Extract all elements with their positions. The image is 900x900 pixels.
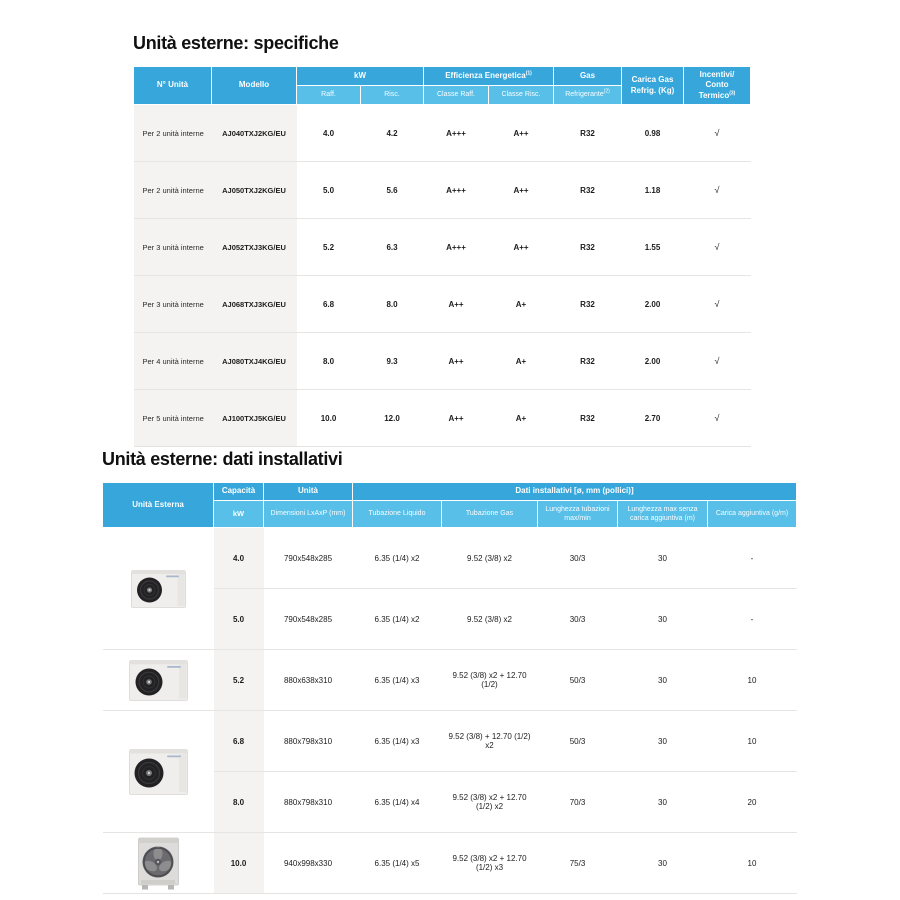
cell-lunghezza-tubazioni: 50/3 [538,650,618,711]
cell-lunghezza-max: 30 [618,711,708,772]
cell-lunghezza-tubazioni: 75/3 [538,833,618,894]
specs-section [133,33,750,447]
cell-n-unita: Per 2 unità interne [134,162,212,219]
outdoor-unit-cell [103,833,214,894]
cell-capacita: 6.8 [214,711,264,772]
cell-n-unita: Per 3 unità interne [134,219,212,276]
specs-table [133,66,751,447]
cell-dimensioni: 940x998x330 [264,833,353,894]
cell-lunghezza-tubazioni: 70/3 [538,772,618,833]
cell-n-unita: Per 3 unità interne [134,276,212,333]
cell-tubazione-gas: 9.52 (3/8) x2 + 12.70 (1/2) x2 [442,772,538,833]
header-dati-installativi-group: Dati installativi [ø, mm (pollici)] [353,483,797,501]
cell-tubazione-liquido: 6.35 (1/4) x2 [353,528,442,589]
header-unita-group: Unità [264,483,353,501]
header-gas-group: Gas [554,67,622,86]
spec-table-row [134,162,751,219]
install-table-body [103,528,797,894]
header-n-unita: N° Unità [134,67,212,105]
cell-tubazione-gas: 9.52 (3/8) x2 + 12.70 (1/2) x3 [442,833,538,894]
cell-tubazione-gas: 9.52 (3/8) x2 + 12.70 (1/2) [442,650,538,711]
outdoor-unit-image [128,657,189,704]
cell-modello: AJ068TXJ3KG/EU [212,276,297,333]
outdoor-unit-cell [103,711,214,833]
cell-tubazione-liquido: 6.35 (1/4) x3 [353,711,442,772]
cell-tubazione-gas: 9.52 (3/8) + 12.70 (1/2) x2 [442,711,538,772]
header-incentivi [684,67,751,105]
cell-tubazione-liquido: 6.35 (1/4) x2 [353,589,442,650]
cell-refrigerante: R32 [554,162,622,219]
outdoor-unit-image-wrap [103,528,214,649]
install-table-row [103,833,797,894]
header-kw: kW [214,501,264,528]
cell-classe-raff: A+++ [424,162,489,219]
install-title: Unità esterne: dati installativi [102,449,343,469]
outdoor-unit-image-wrap [103,711,214,832]
cell-lunghezza-tubazioni: 30/3 [538,589,618,650]
cell-classe-raff: A+++ [424,219,489,276]
header-lunghezza-max: Lunghezza max senza carica aggiuntiva (m) [618,501,708,528]
cell-lunghezza-max: 30 [618,528,708,589]
header-efficienza-group [424,67,554,86]
outdoor-unit-cell [103,650,214,711]
cell-risc-kw: 4.2 [361,105,424,162]
cell-modello: AJ050TXJ2KG/EU [212,162,297,219]
cell-risc-kw: 6.3 [361,219,424,276]
header-raff: Raff. [297,86,361,105]
outdoor-unit-image-wrap [103,833,214,893]
cell-carica-gas: 0.98 [622,105,684,162]
cell-classe-raff: A++ [424,390,489,447]
cell-classe-risc: A+ [489,276,554,333]
cell-classe-risc: A+ [489,333,554,390]
header-tubazione-liquido: Tubazione Liquido [353,501,442,528]
cell-dimensioni: 790x548x285 [264,589,353,650]
header-incentivi-footnote: (3) [729,90,736,97]
header-refrigerante-label: Refrigerante [565,91,604,99]
outdoor-unit-image [128,746,189,798]
install-table [102,482,797,894]
header-carica-gas: Carica Gas Refrig. (Kg) [622,67,684,105]
install-table-row [103,528,797,589]
cell-n-unita: Per 4 unità interne [134,333,212,390]
cell-lunghezza-tubazioni: 30/3 [538,528,618,589]
cell-carica-aggiuntiva: 10 [708,650,797,711]
cell-tubazione-gas: 9.52 (3/8) x2 [442,528,538,589]
cell-classe-risc: A++ [489,219,554,276]
cell-risc-kw: 9.3 [361,333,424,390]
outdoor-unit-cell [103,528,214,650]
header-classe-raff: Classe Raff. [424,86,489,105]
outdoor-unit-image [130,567,187,611]
cell-n-unita: Per 2 unità interne [134,105,212,162]
spec-table-row [134,390,751,447]
spec-table-row [134,219,751,276]
cell-modello: AJ080TXJ4KG/EU [212,333,297,390]
header-incentivi-line1: Incentivi/ [699,69,735,79]
header-risc: Risc. [361,86,424,105]
spec-table-row [134,105,751,162]
header-modello: Modello [212,67,297,105]
cell-dimensioni: 790x548x285 [264,528,353,589]
cell-risc-kw: 5.6 [361,162,424,219]
header-capacita-group: Capacità [214,483,264,501]
cell-carica-aggiuntiva: 20 [708,772,797,833]
header-classe-risc: Classe Risc. [489,86,554,105]
cell-modello: AJ040TXJ2KG/EU [212,105,297,162]
cell-modello: AJ100TXJ5KG/EU [212,390,297,447]
cell-lunghezza-max: 30 [618,650,708,711]
cell-raff-kw: 10.0 [297,390,361,447]
outdoor-unit-image-wrap [103,650,214,710]
cell-modello: AJ052TXJ3KG/EU [212,219,297,276]
header-dimensioni: Dimensioni LxAxP (mm) [264,501,353,528]
specs-title: Unità esterne: specifiche [133,33,339,53]
specs-table-body [134,105,751,447]
install-table-row [103,711,797,772]
cell-n-unita: Per 5 unità interne [134,390,212,447]
cell-incentivi-checkmark: √ [684,105,751,162]
cell-incentivi-checkmark: √ [684,333,751,390]
header-incentivi-line2: Conto Termico [698,80,730,100]
cell-refrigerante: R32 [554,105,622,162]
cell-incentivi-checkmark: √ [684,276,751,333]
spec-table-row [134,333,751,390]
header-tubazione-gas: Tubazione Gas [442,501,538,528]
cell-classe-raff: A+++ [424,105,489,162]
cell-carica-aggiuntiva: 10 [708,711,797,772]
cell-raff-kw: 4.0 [297,105,361,162]
cell-raff-kw: 6.8 [297,276,361,333]
cell-lunghezza-max: 30 [618,589,708,650]
cell-incentivi-checkmark: √ [684,219,751,276]
install-table-row [103,650,797,711]
spec-table-row [134,276,751,333]
cell-raff-kw: 8.0 [297,333,361,390]
cell-classe-risc: A++ [489,105,554,162]
header-refrigerante [554,86,622,105]
header-refrigerante-footnote: (2) [603,89,610,96]
cell-incentivi-checkmark: √ [684,162,751,219]
cell-capacita: 8.0 [214,772,264,833]
cell-carica-gas: 2.00 [622,333,684,390]
header-efficienza-footnote: (1) [525,70,532,77]
cell-carica-gas: 1.55 [622,219,684,276]
cell-capacita: 10.0 [214,833,264,894]
header-lunghezza-tubazioni: Lunghezza tubazioni max/min [538,501,618,528]
cell-classe-risc: A++ [489,162,554,219]
cell-tubazione-liquido: 6.35 (1/4) x4 [353,772,442,833]
cell-carica-aggiuntiva: - [708,589,797,650]
cell-lunghezza-max: 30 [618,833,708,894]
cell-incentivi-checkmark: √ [684,390,751,447]
cell-risc-kw: 12.0 [361,390,424,447]
cell-classe-risc: A+ [489,390,554,447]
cell-capacita: 4.0 [214,528,264,589]
cell-risc-kw: 8.0 [361,276,424,333]
cell-refrigerante: R32 [554,390,622,447]
cell-refrigerante: R32 [554,276,622,333]
cell-carica-aggiuntiva: 10 [708,833,797,894]
header-kw-group: kW [297,67,424,86]
header-unita-esterna: Unità Esterna [103,483,214,528]
outdoor-unit-image [135,836,182,891]
cell-dimensioni: 880x638x310 [264,650,353,711]
cell-carica-aggiuntiva: - [708,528,797,589]
cell-tubazione-gas: 9.52 (3/8) x2 [442,589,538,650]
install-section [102,449,796,894]
cell-tubazione-liquido: 6.35 (1/4) x3 [353,650,442,711]
cell-capacita: 5.2 [214,650,264,711]
cell-capacita: 5.0 [214,589,264,650]
cell-carica-gas: 2.70 [622,390,684,447]
cell-tubazione-liquido: 6.35 (1/4) x5 [353,833,442,894]
cell-classe-raff: A++ [424,333,489,390]
cell-refrigerante: R32 [554,333,622,390]
header-efficienza-label: Efficienza Energetica [445,70,526,80]
cell-carica-gas: 1.18 [622,162,684,219]
cell-lunghezza-max: 30 [618,772,708,833]
cell-dimensioni: 880x798x310 [264,772,353,833]
header-carica-aggiuntiva: Carica aggiuntiva (g/m) [708,501,797,528]
cell-classe-raff: A++ [424,276,489,333]
cell-lunghezza-tubazioni: 50/3 [538,711,618,772]
cell-carica-gas: 2.00 [622,276,684,333]
cell-dimensioni: 880x798x310 [264,711,353,772]
cell-refrigerante: R32 [554,219,622,276]
cell-raff-kw: 5.0 [297,162,361,219]
cell-raff-kw: 5.2 [297,219,361,276]
